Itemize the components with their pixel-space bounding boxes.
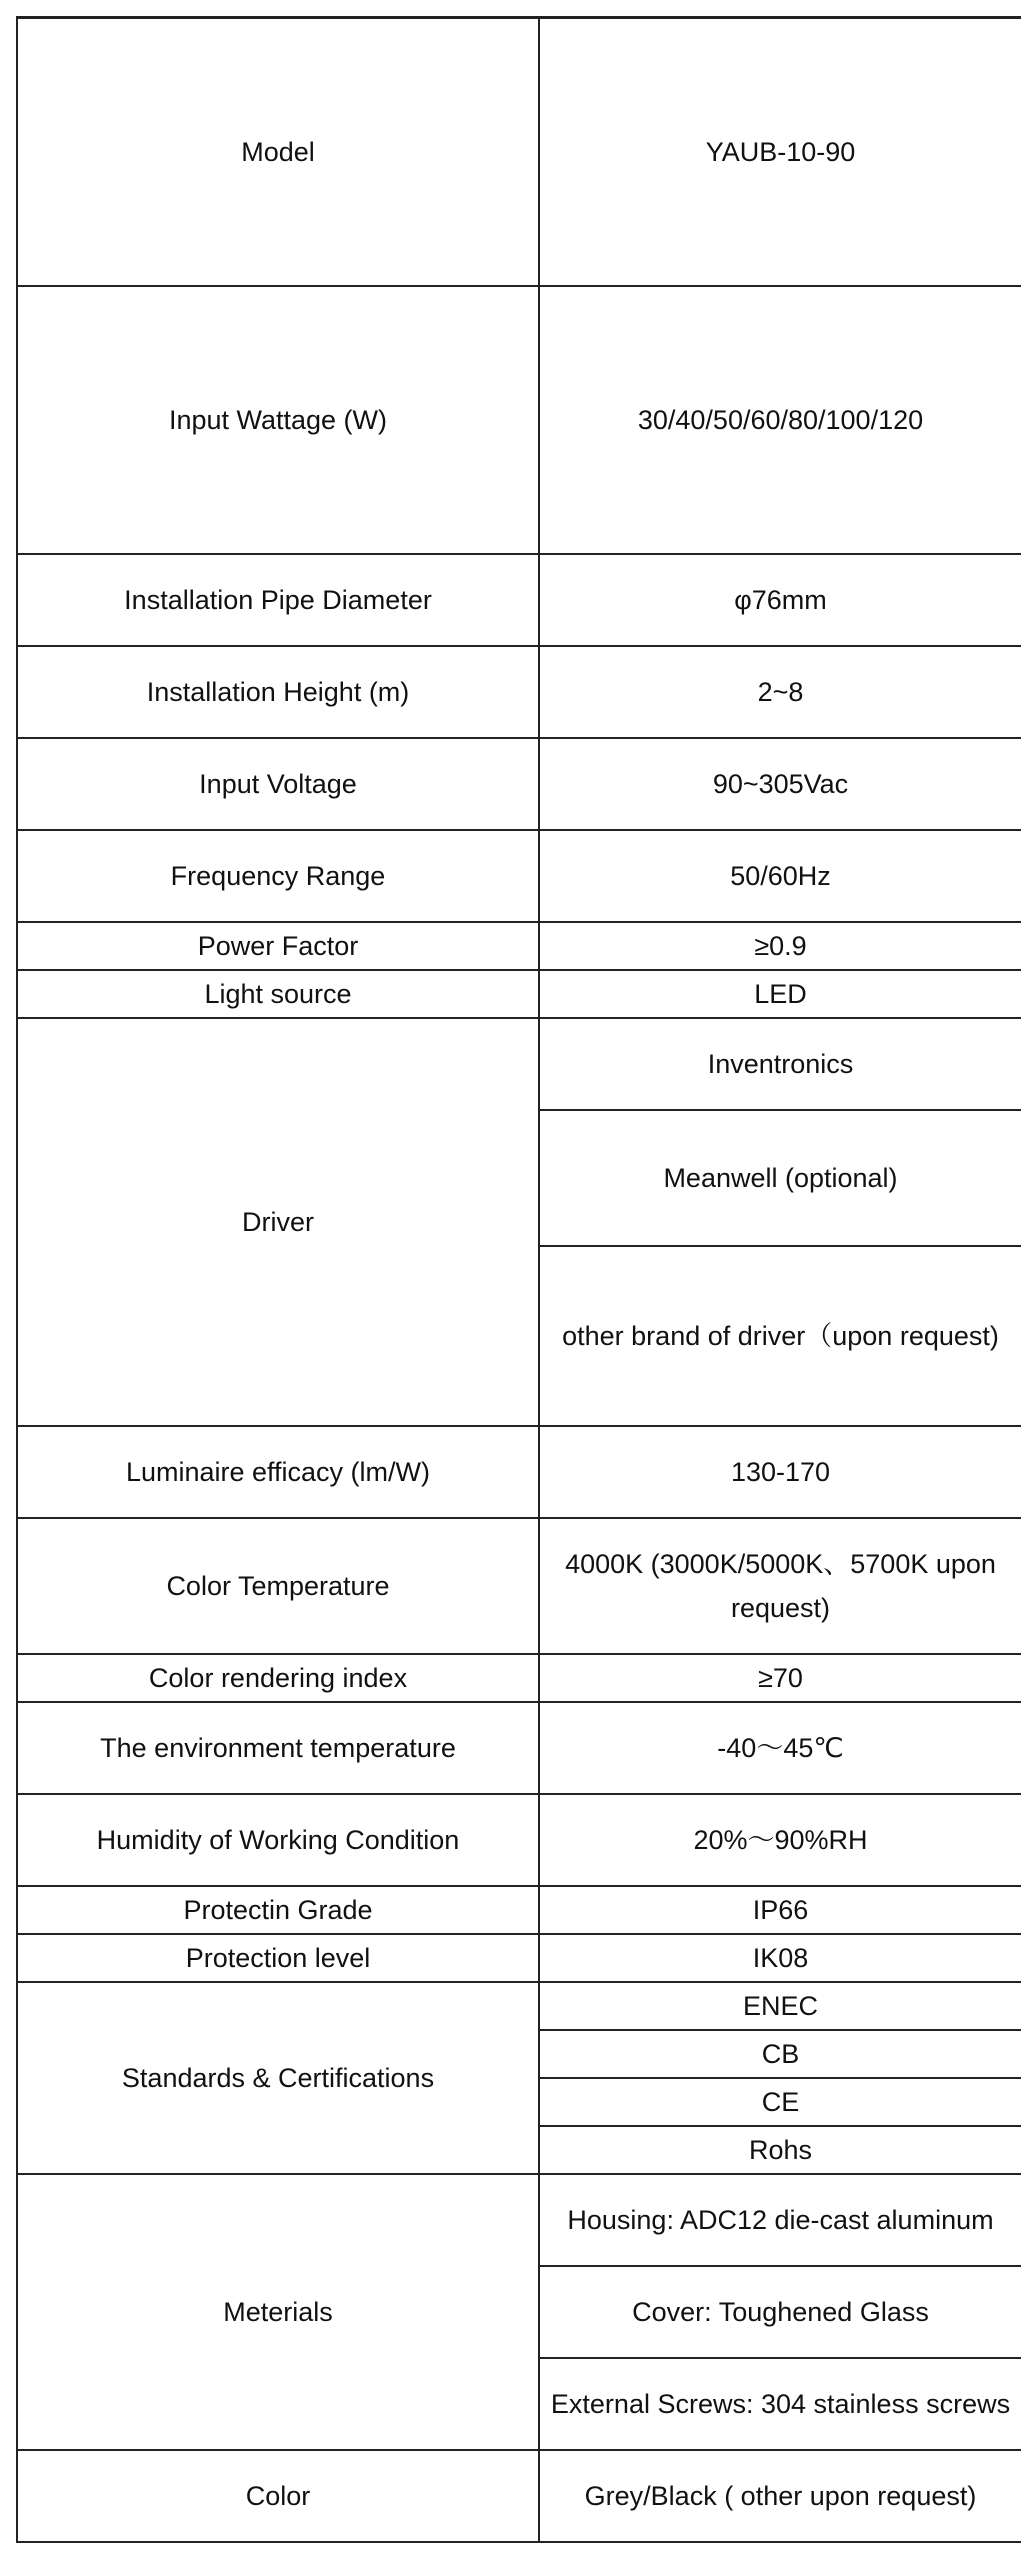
spec-table bbox=[16, 16, 1021, 2543]
pipe-diameter-value: φ76mm bbox=[539, 554, 1021, 646]
frequency-range-label: Frequency Range bbox=[17, 830, 539, 922]
power-factor-label: Power Factor bbox=[17, 922, 539, 970]
standards-value: CE bbox=[539, 2078, 1021, 2126]
model-label: Model bbox=[17, 18, 539, 286]
environment-temperature-value: -40～45℃ bbox=[539, 1702, 1021, 1794]
model-value: YAUB-10-90 bbox=[539, 18, 1021, 286]
standards-value: Rohs bbox=[539, 2126, 1021, 2174]
table-row bbox=[17, 646, 1021, 738]
input-voltage-label: Input Voltage bbox=[17, 738, 539, 830]
luminaire-efficacy-label: Luminaire efficacy (lm/W) bbox=[17, 1426, 539, 1518]
driver-value: Inventronics bbox=[539, 1018, 1021, 1110]
table-row bbox=[17, 1518, 1021, 1654]
color-temperature-value: 4000K (3000K/5000K、5700K upon request) bbox=[539, 1518, 1021, 1654]
environment-temperature-label: The environment temperature bbox=[17, 1702, 539, 1794]
installation-height-value: 2~8 bbox=[539, 646, 1021, 738]
driver-label: Driver bbox=[17, 1018, 539, 1426]
color-rendering-index-label: Color rendering index bbox=[17, 1654, 539, 1702]
table-row bbox=[17, 1018, 1021, 1110]
table-row bbox=[17, 922, 1021, 970]
input-wattage-label: Input Wattage (W) bbox=[17, 286, 539, 554]
color-temperature-label: Color Temperature bbox=[17, 1518, 539, 1654]
materials-label: Meterials bbox=[17, 2174, 539, 2450]
table-row bbox=[17, 286, 1021, 554]
materials-value: Cover: Toughened Glass bbox=[539, 2266, 1021, 2358]
materials-value: Housing: ADC12 die-cast aluminum bbox=[539, 2174, 1021, 2266]
table-row bbox=[17, 970, 1021, 1018]
color-label: Color bbox=[17, 2450, 539, 2542]
table-row bbox=[17, 2450, 1021, 2542]
standards-label: Standards & Certifications bbox=[17, 1982, 539, 2174]
table-row bbox=[17, 830, 1021, 922]
table-row bbox=[17, 554, 1021, 646]
table-row bbox=[17, 1934, 1021, 1982]
light-source-label: Light source bbox=[17, 970, 539, 1018]
frequency-range-value: 50/60Hz bbox=[539, 830, 1021, 922]
color-rendering-index-value: ≥70 bbox=[539, 1654, 1021, 1702]
protection-level-label: Protection level bbox=[17, 1934, 539, 1982]
installation-height-label: Installation Height (m) bbox=[17, 646, 539, 738]
pipe-diameter-label: Installation Pipe Diameter bbox=[17, 554, 539, 646]
driver-value: other brand of driver（upon request) bbox=[539, 1246, 1021, 1426]
table-row bbox=[17, 1982, 1021, 2030]
materials-value: External Screws: 304 stainless screws bbox=[539, 2358, 1021, 2450]
driver-value: Meanwell (optional) bbox=[539, 1110, 1021, 1246]
table-row bbox=[17, 2174, 1021, 2266]
humidity-value: 20%～90%RH bbox=[539, 1794, 1021, 1886]
table-row bbox=[17, 1794, 1021, 1886]
table-row bbox=[17, 1886, 1021, 1934]
luminaire-efficacy-value: 130-170 bbox=[539, 1426, 1021, 1518]
protection-grade-label: Protectin Grade bbox=[17, 1886, 539, 1934]
standards-value: CB bbox=[539, 2030, 1021, 2078]
input-voltage-value: 90~305Vac bbox=[539, 738, 1021, 830]
table-row bbox=[17, 1426, 1021, 1518]
standards-value: ENEC bbox=[539, 1982, 1021, 2030]
table-row bbox=[17, 1654, 1021, 1702]
table-row bbox=[17, 18, 1021, 286]
protection-level-value: IK08 bbox=[539, 1934, 1021, 1982]
color-value: Grey/Black ( other upon request) bbox=[539, 2450, 1021, 2542]
power-factor-value: ≥0.9 bbox=[539, 922, 1021, 970]
table-row bbox=[17, 738, 1021, 830]
table-row bbox=[17, 1702, 1021, 1794]
light-source-value: LED bbox=[539, 970, 1021, 1018]
input-wattage-value: 30/40/50/60/80/100/120 bbox=[539, 286, 1021, 554]
humidity-label: Humidity of Working Condition bbox=[17, 1794, 539, 1886]
protection-grade-value: IP66 bbox=[539, 1886, 1021, 1934]
